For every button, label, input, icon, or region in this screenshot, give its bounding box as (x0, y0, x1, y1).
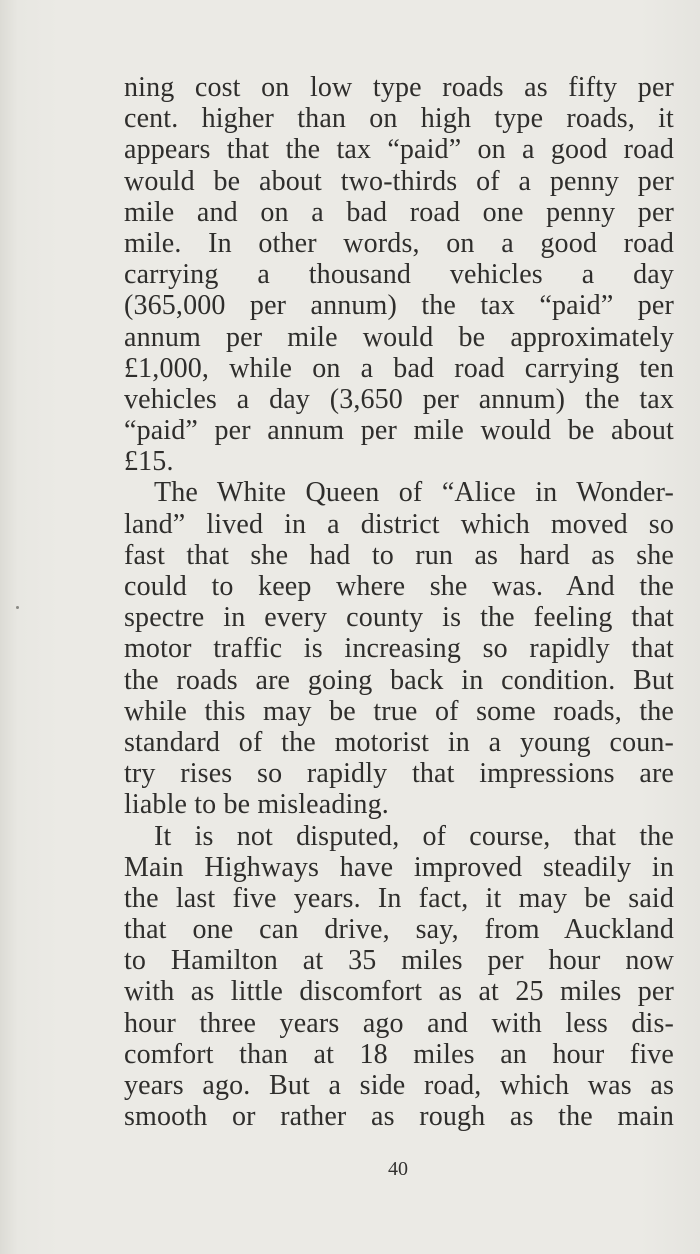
text-line: hour three years ago and with less dis- (124, 1007, 674, 1039)
text-line: years ago. But a side road, which was as (124, 1070, 674, 1101)
text-line: annum per mile would be approximately (124, 321, 674, 353)
text-line: the roads are going back in condition. But (124, 664, 674, 696)
text-line: try rises so rapidly that impressions are (124, 758, 674, 790)
text-line: carrying a thousand vehicles a day (124, 259, 674, 291)
body-text (124, 72, 674, 1132)
text-line: to Hamilton at 35 miles per hour now (124, 945, 674, 977)
text-line: £1,000, while on a bad road carrying ten (124, 352, 674, 384)
paragraph-start-line: The White Queen of “Alice in Wonder- (154, 477, 674, 509)
text-line: could to keep where she was. And the (124, 571, 674, 602)
text-line: vehicles a day (3,650 per annum) the tax (124, 383, 674, 415)
page-number: 40 (388, 1158, 408, 1180)
text-line: smooth or rather as rough as the main (124, 1101, 674, 1133)
text-line: would be about two-thirds of a penny per (124, 165, 674, 197)
text-line: motor traffic is increasing so rapidly that (124, 633, 674, 665)
text-line: with as little discomfort as at 25 miles per (124, 976, 674, 1008)
text-line: ning cost on low type roads as fifty per (124, 72, 674, 103)
text-line: spectre in every county is the feeling that (124, 602, 674, 634)
text-line: land” lived in a district which moved so (124, 508, 674, 540)
margin-speck (16, 606, 19, 609)
text-line: appears that the tax “paid” on a good road (124, 134, 674, 166)
text-line: that one can drive, say, from Auckland (124, 914, 674, 946)
text-line: cent. higher than on high type roads, it (124, 103, 674, 135)
text-line: Main Highways have improved steadily in (124, 851, 674, 883)
paragraph-start-line: It is not disputed, of course, that the (154, 820, 674, 852)
text-line: (365,000 per annum) the tax “paid” per (124, 290, 674, 322)
text-line: standard of the motorist in a young coun- (124, 726, 674, 758)
text-line: mile. In other words, on a good road (124, 227, 674, 259)
text-line: “paid” per annum per mile would be about (124, 415, 674, 447)
text-line: while this may be true of some roads, the (124, 695, 674, 727)
text-line: comfort than at 18 miles an hour five (124, 1038, 674, 1070)
paragraph-end-line: £15. (124, 446, 174, 478)
paragraph-end-line: liable to be misleading. (124, 789, 389, 821)
text-line: fast that she had to run as hard as she (124, 539, 674, 571)
text-line: mile and on a bad road one penny per (124, 196, 674, 228)
text-line: the last five years. In fact, it may be said (124, 882, 674, 914)
